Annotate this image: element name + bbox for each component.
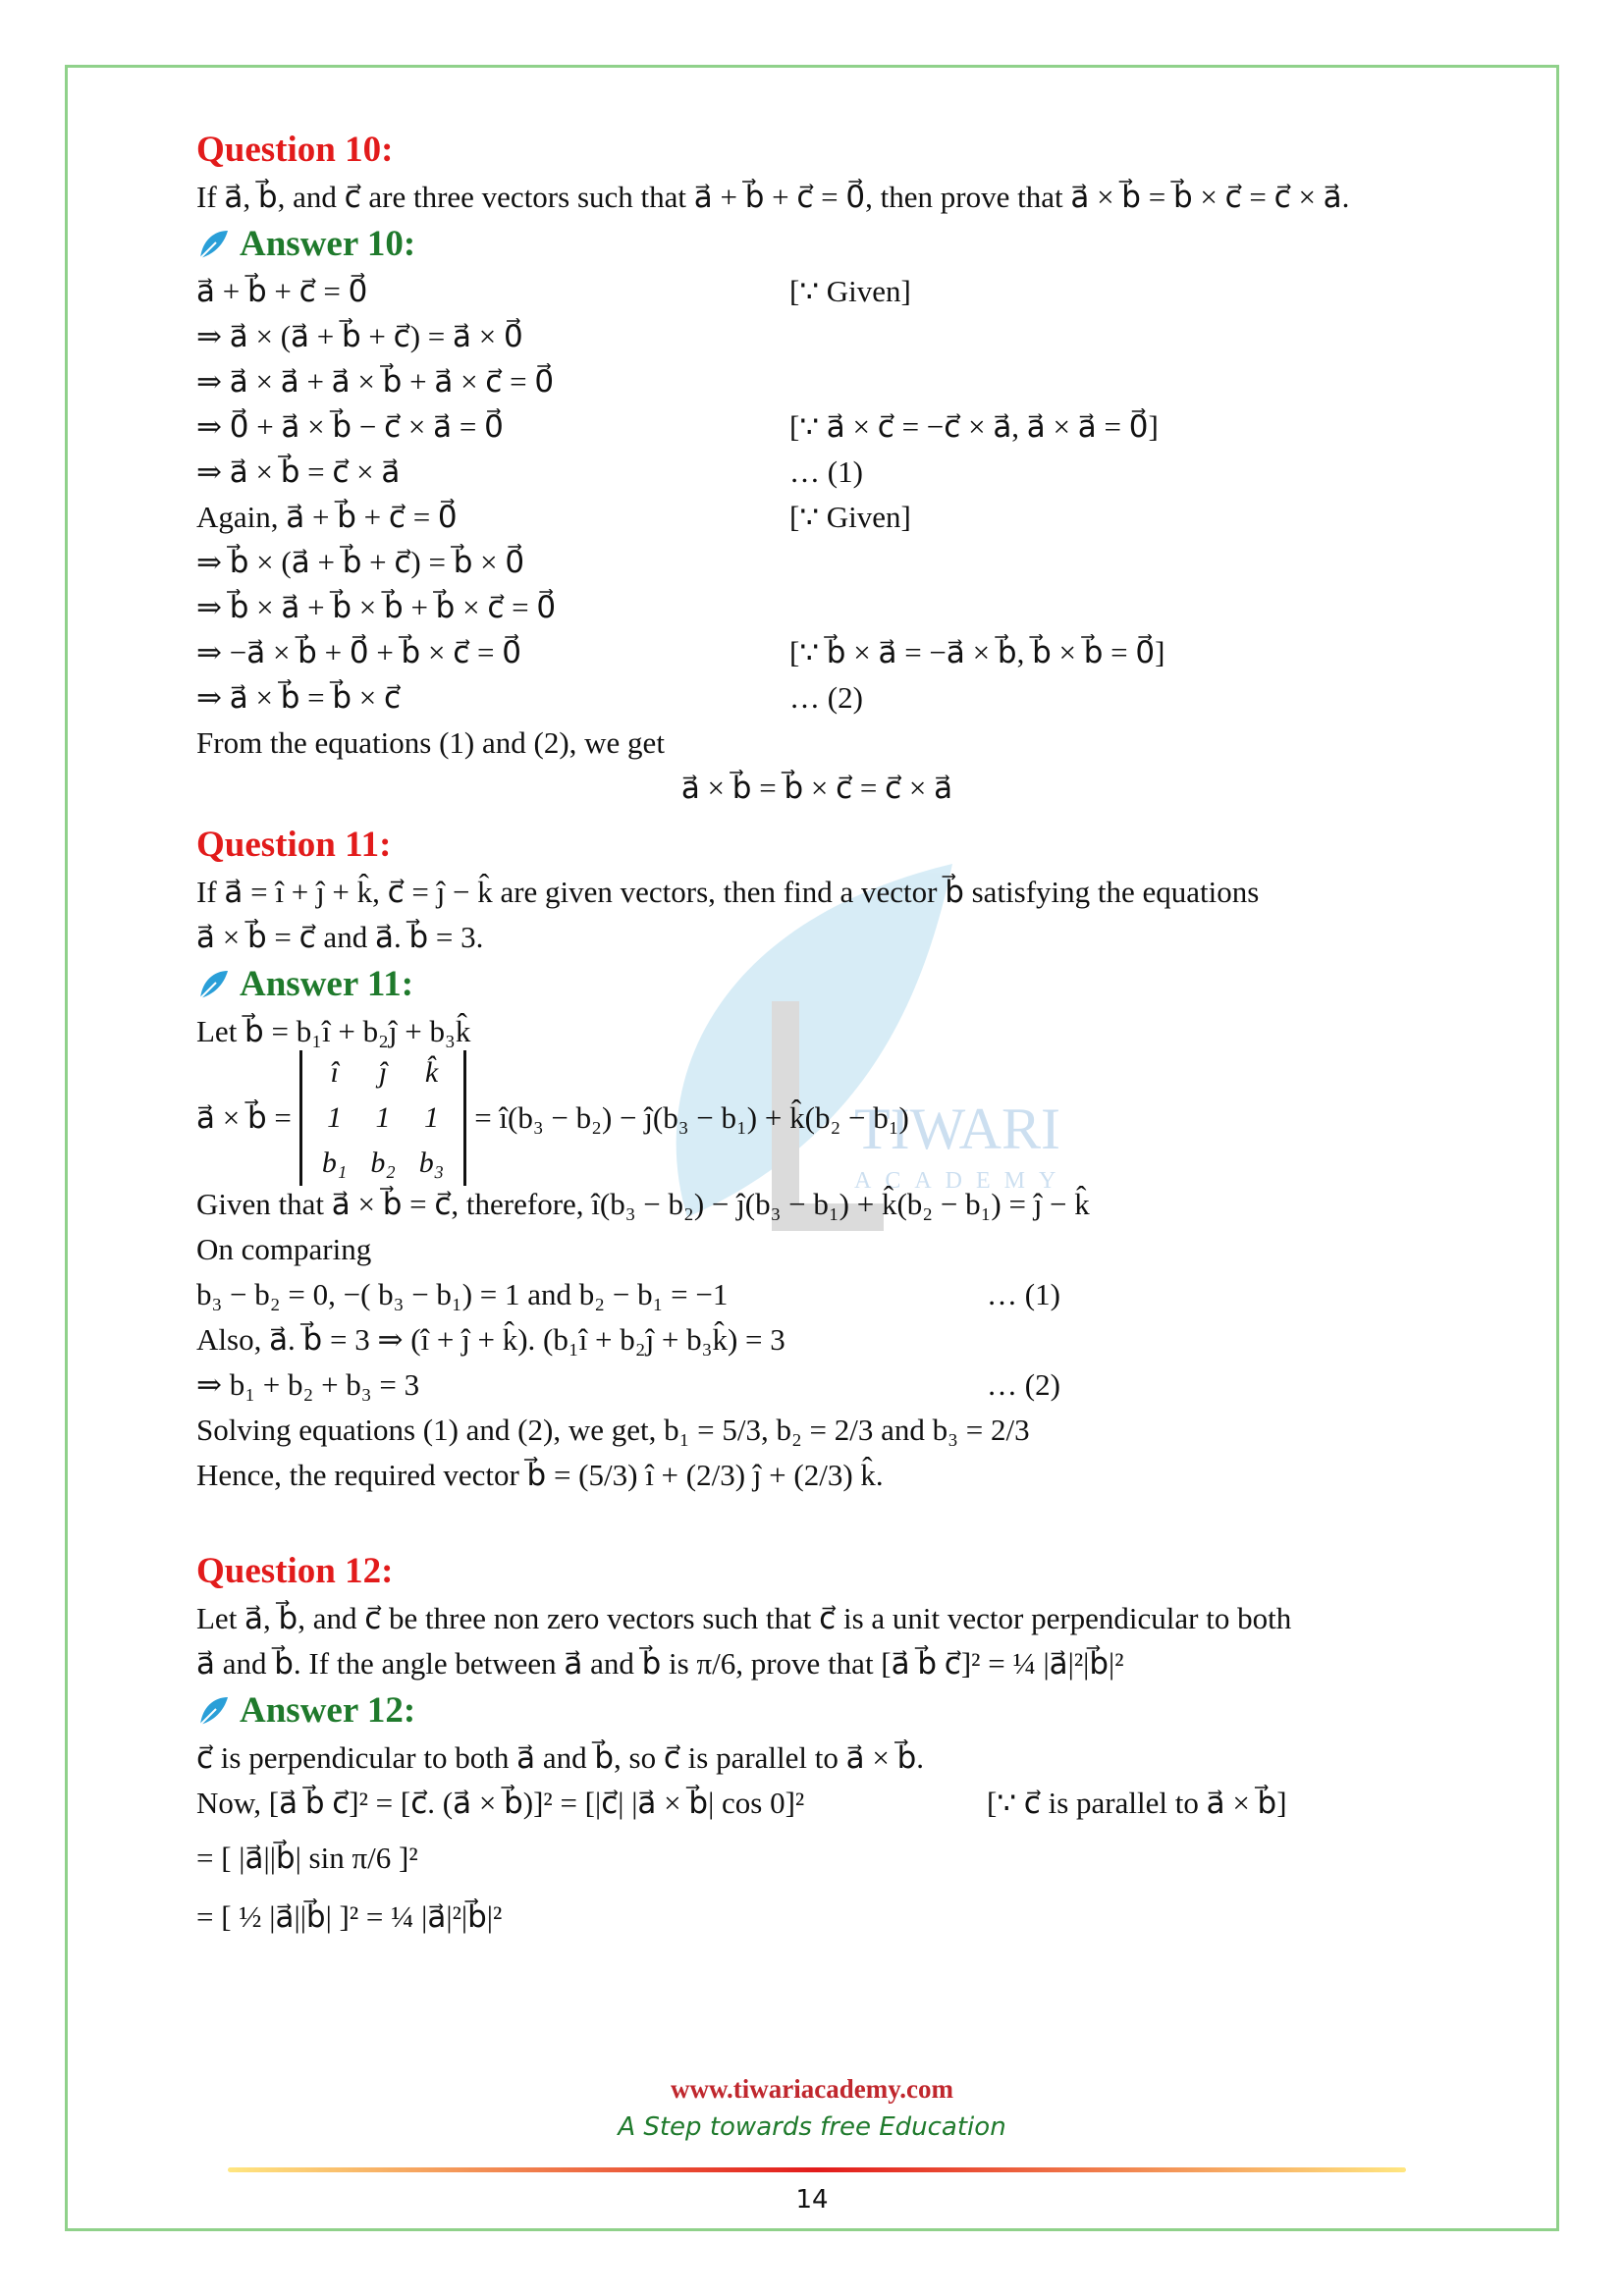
step-line: From the equations (1) and (2), we get bbox=[196, 725, 665, 760]
page-number: 14 bbox=[795, 2185, 829, 2215]
step-line: Given that a⃗ × b⃗ = c⃗, therefore, î(b₃ − b₂) − ĵ(b₃ − b₁) + k̂(b₂ − b₁) = ĵ − k̂ bbox=[196, 1187, 1090, 1221]
step-line: = [ |a⃗||b⃗| sin π/6 ]² bbox=[196, 1841, 418, 1875]
matrix-cell: b₁ bbox=[321, 1147, 348, 1179]
step-line: ⇒ a⃗ × b⃗ = b⃗ × c⃗ … (2) bbox=[196, 680, 863, 715]
step-line: Solving equations (1) and (2), we get, b₁ = 5/3, b₂ = 2/3 and b₃ = 2/3 bbox=[196, 1413, 1030, 1447]
step-line: ⇒ a⃗ × a⃗ + a⃗ × b⃗ + a⃗ × c⃗ = 0⃗ bbox=[196, 364, 555, 399]
answer-10-heading bbox=[196, 220, 1437, 269]
answer-12-heading bbox=[196, 1686, 1437, 1735]
question-12-title: Question 12: bbox=[196, 1551, 394, 1591]
step-line: ⇒ b₁ + b₂ + b₃ = 3 … (2) bbox=[196, 1367, 1060, 1402]
answer-11-let: Let b⃗ = b₁î + b₂ĵ + b₃k̂ bbox=[196, 1014, 471, 1048]
answer-12-steps bbox=[196, 1735, 1437, 1953]
watermark-text: TIWARI bbox=[854, 1096, 1060, 1161]
determinant-row bbox=[196, 1054, 1437, 1182]
leaf-pen-icon bbox=[196, 967, 232, 1002]
answer-12-title: Answer 12: bbox=[240, 1690, 416, 1731]
step-line: Also, a⃗. b⃗ = 3 ⇒ (î + ĵ + k̂). (b₁î + b₂ĵ + b₃k̂) = 3 bbox=[196, 1322, 785, 1357]
leaf-pen-icon bbox=[196, 227, 232, 262]
footer-divider bbox=[228, 2167, 1406, 2172]
footer-tagline: A Step towards free Education bbox=[618, 2112, 1006, 2142]
answer-10-steps bbox=[196, 269, 1437, 811]
answer-10-conclusion: a⃗ × b⃗ = b⃗ × c⃗ = c⃗ × a⃗ bbox=[680, 771, 953, 805]
answer-11-title: Answer 11: bbox=[240, 964, 414, 1004]
document-body bbox=[196, 116, 1437, 1953]
watermark-subtext: ACADEMY bbox=[854, 1168, 1070, 1194]
step-line: Hence, the required vector b⃗ = (5/3) î + (2/3) ĵ + (2/3) k̂. bbox=[196, 1458, 884, 1492]
matrix-cell: î bbox=[330, 1056, 339, 1089]
question-11-title: Question 11: bbox=[196, 825, 392, 865]
step-line: Now, [a⃗ b⃗ c⃗]² = [c⃗. (a⃗ × b⃗)]² = [|c⃗| |a⃗ × b⃗| cos 0]² [∵ c⃗ is parallel to a⃗ × b⃗] bbox=[196, 1786, 1287, 1820]
footer-website-link[interactable]: www.tiwariacademy.com bbox=[671, 2074, 953, 2104]
question-11-line-2: a⃗ × b⃗ = c⃗ and a⃗. b⃗ = 3. bbox=[196, 920, 484, 954]
step-line: b₃ − b₂ = 0, −( b₃ − b₁) = 1 and b₂ − b₁ = −1 … (1) bbox=[196, 1277, 1060, 1311]
step-line: On comparing bbox=[196, 1232, 372, 1266]
matrix-cell: b₃ bbox=[418, 1147, 445, 1179]
question-12-line-2: a⃗ and b⃗. If the angle between a⃗ and b⃗ is π/6, prove that [a⃗ b⃗ c⃗]² = ¼ |a⃗|²|b⃗|² bbox=[196, 1646, 1124, 1681]
matrix-cell: 1 bbox=[375, 1101, 391, 1134]
step-line: ⇒ b⃗ × (a⃗ + b⃗ + c⃗) = b⃗ × 0⃗ bbox=[196, 545, 525, 579]
step-line: ⇒ b⃗ × a⃗ + b⃗ × b⃗ + b⃗ × c⃗ = 0⃗ bbox=[196, 590, 557, 624]
question-12-line-1: Let a⃗, b⃗, and c⃗ be three non zero vectors such that c⃗ is a unit vector perpendicular to both bbox=[196, 1601, 1292, 1635]
determinant-rhs: = î(b₃ − b₂) − ĵ(b₃ − b₁) + k̂(b₂ − b₁) bbox=[474, 1100, 909, 1135]
step-line: ⇒ a⃗ × (a⃗ + b⃗ + c⃗) = a⃗ × 0⃗ bbox=[196, 319, 523, 353]
answer-10-title: Answer 10: bbox=[240, 224, 416, 264]
question-10-text: If a⃗, b⃗, and c⃗ are three vectors such that a⃗ + b⃗ + c⃗ = 0⃗, then prove that a⃗ × b⃗ = b⃗ × c⃗ = c⃗ × a⃗. bbox=[196, 180, 1350, 214]
step-line: a⃗ + b⃗ + c⃗ = 0⃗ [∵ Given] bbox=[196, 274, 911, 308]
step-line: ⇒ a⃗ × b⃗ = c⃗ × a⃗ … (1) bbox=[196, 454, 863, 489]
matrix-cell: k̂ bbox=[424, 1056, 439, 1089]
matrix-cell: 1 bbox=[423, 1101, 439, 1134]
leaf-pen-icon bbox=[196, 1693, 232, 1729]
step-line: ⇒ 0⃗ + a⃗ × b⃗ − c⃗ × a⃗ = 0⃗ [∵ a⃗ × c⃗ = −c⃗ × a⃗, a⃗ × a⃗ = 0⃗] bbox=[196, 409, 1159, 444]
answer-11-heading bbox=[196, 960, 1437, 1009]
matrix-cell: ĵ bbox=[378, 1056, 388, 1089]
step-line: Again, a⃗ + b⃗ + c⃗ = 0⃗ [∵ Given] bbox=[196, 500, 911, 534]
matrix-cell: b₂ bbox=[370, 1147, 396, 1179]
step-line: = [ ½ |a⃗||b⃗| ]² = ¼ |a⃗|²|b⃗|² bbox=[196, 1899, 503, 1934]
determinant-lhs: a⃗ × b⃗ = bbox=[196, 1100, 292, 1135]
question-11-line-1: If a⃗ = î + ĵ + k̂, c⃗ = ĵ − k̂ are given vectors, then find a vector b⃗ satisfying the equations bbox=[196, 875, 1260, 909]
matrix-cell: 1 bbox=[327, 1101, 343, 1134]
step-line: c⃗ is perpendicular to both a⃗ and b⃗, so c⃗ is parallel to a⃗ × b⃗. bbox=[196, 1740, 925, 1775]
step-line: ⇒ −a⃗ × b⃗ + 0⃗ + b⃗ × c⃗ = 0⃗ [∵ b⃗ × a⃗ = −a⃗ × b⃗, b⃗ × b⃗ = 0⃗] bbox=[196, 635, 1165, 669]
determinant-matrix bbox=[299, 1050, 466, 1186]
answer-11-steps bbox=[196, 1182, 1437, 1498]
question-10-title: Question 10: bbox=[196, 130, 394, 170]
